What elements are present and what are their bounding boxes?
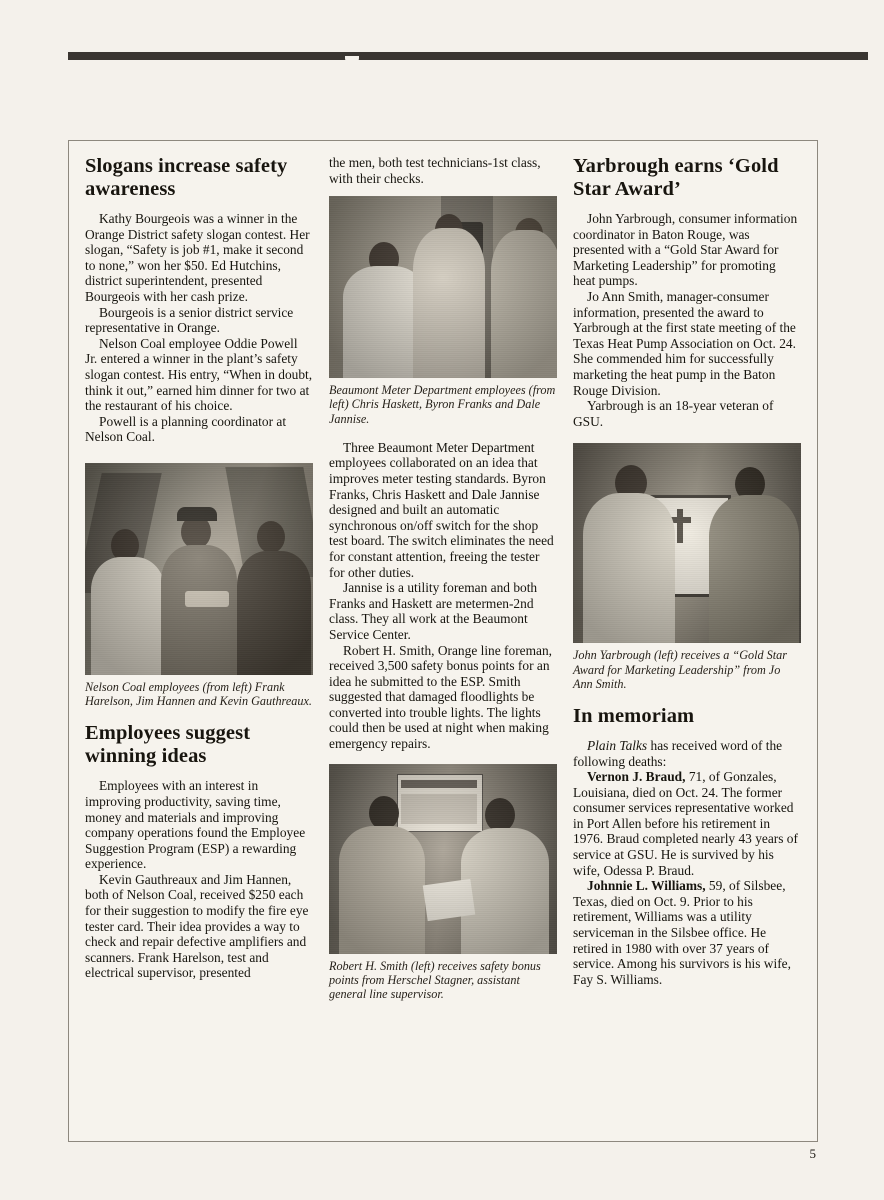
paragraph: Kathy Bourgeois was a winner in the Orange District safety slogan contest. Her slogan, “Safety is job #1, make it second to none,” won her $50. Ed Hutchins, district superintendent, presented Bourgeois with her cash prize. (85, 211, 310, 304)
headline-slogans: Slogans increase safety awareness (85, 155, 288, 200)
headline-in-memoriam: In memoriam (573, 704, 695, 727)
obituary-name: Johnnie L. Williams, (587, 878, 706, 894)
paragraph: Employees with an interest in improving productivity, saving time, money and materials and improving company operations found the Employee Suggestion Program (ESP) a rewarding experience. (85, 778, 306, 872)
obituary-text: 71, of Gonzales, Louisiana, died on Oct. 24. The former consumer services representative worked in Port Allen before his retirement in 1976. Braud completed nearly 43 years of service at GSU. He is survived by his wife, Odessa P. Braud. (573, 769, 798, 878)
paragraph: Nelson Coal employee Oddie Powell Jr. entered a winner in the plant’s safety slogan contest. His entry, “When in doubt, think it out,” earned him dinner for two at the restaurant of his choice. (85, 335, 313, 414)
paragraph: Bourgeois is a senior district service representative in Orange. (85, 304, 294, 336)
paragraph: Three Beaumont Meter Department employees collaborated on an idea that improves meter testing standards. Byron Franks, Chris Haskett and Dale Jannise designed and built an automatic synchronous on/off switch for the shop test board. The switch eliminates the need for constant attention, freeing the tester for other duties. (329, 439, 554, 580)
column-middle (329, 155, 557, 1135)
photo-beaumont-meter-department (329, 196, 557, 378)
paragraph: Robert H. Smith, Orange line foreman, received 3,500 safety bonus points for an idea he submitted to the ESP. Smith suggested that damaged floodlights be converted into trouble lights. The lights could then be used at night when making emergency repairs. (329, 642, 552, 752)
column-left (85, 155, 313, 1135)
caption-nelson-coal-employees: Nelson Coal employees (from left) Frank Harelson, Jim Hannen and Kevin Gauthreaux. (85, 679, 312, 709)
content-frame (68, 140, 818, 1142)
paragraph-text: has received word of the following deaths: (573, 737, 783, 769)
paragraph: Jannise is a utility foreman and both Franks and Haskett are metermen-2nd class. They all work at the Beaumont Service Center. (329, 580, 538, 642)
caption-robert-smith-award: Robert H. Smith (left) receives safety bonus points from Herschel Stagner, assistant general line supervisor. (329, 958, 541, 1002)
obituary-text: 59, of Silsbee, Texas, died on Oct. 9. Prior to his retirement, Williams was a utility serviceman in the Silsbee office. He retired in 1980 with over 37 years of service. Among his survivors is his wife, Fay S. Williams. (573, 878, 791, 987)
paragraph: Yarbrough is an 18-year veteran of GSU. (573, 398, 774, 429)
paragraph-continued: the men, both test technicians-1st class, with their checks. (329, 155, 541, 186)
three-column-layout (85, 155, 801, 1135)
publication-name: Plain Talks (587, 737, 648, 753)
obituary-williams (573, 878, 801, 987)
photo-yarbrough-gold-star (573, 443, 801, 643)
obituary-braud (573, 769, 801, 878)
paragraph: Kevin Gauthreaux and Jim Hannen, both of Nelson Coal, received $250 each for their suggestion to modify the fire eye tester card. Their idea provides a way to check and repair defective amplifiers and scanners. Frank Harelson, test and electrical supervisor, presented (85, 871, 309, 981)
paragraph-plain-talks (573, 738, 801, 769)
photo-robert-smith-award (329, 764, 557, 954)
paragraph: Powell is a planning coordinator at Nelson Coal. (85, 413, 287, 445)
paragraph: John Yarbrough, consumer information coordinator in Baton Rouge, was presented with a “Gold Star Award for Marketing Leadership” for promoting heat pumps. (573, 211, 798, 289)
photo-nelson-coal-employees (85, 463, 313, 675)
page-number: 5 (809, 1146, 816, 1161)
headline-employees-suggest: Employees suggest winning ideas (85, 722, 251, 768)
paragraph: Jo Ann Smith, manager-consumer information, presented the award to Yarbrough at the first state meeting of the Texas Heat Pump Association on Oct. 24. She commended him for successfully marketing the heat pump in the Baton Rouge Division. (573, 288, 796, 398)
caption-beaumont-meter-department: Beaumont Meter Department employees (from left) Chris Haskett, Byron Franks and Dale Jannise. (329, 383, 556, 426)
top-rule (68, 52, 868, 60)
obituary-name: Vernon J. Braud, (587, 769, 686, 785)
column-right (573, 155, 801, 1135)
headline-yarbrough: Yarbrough earns ‘Gold Star Award’ (573, 155, 779, 200)
caption-yarbrough-gold-star: John Yarbrough (left) receives a “Gold Star Award for Marketing Leadership” from Jo Ann Smith. (573, 648, 787, 691)
